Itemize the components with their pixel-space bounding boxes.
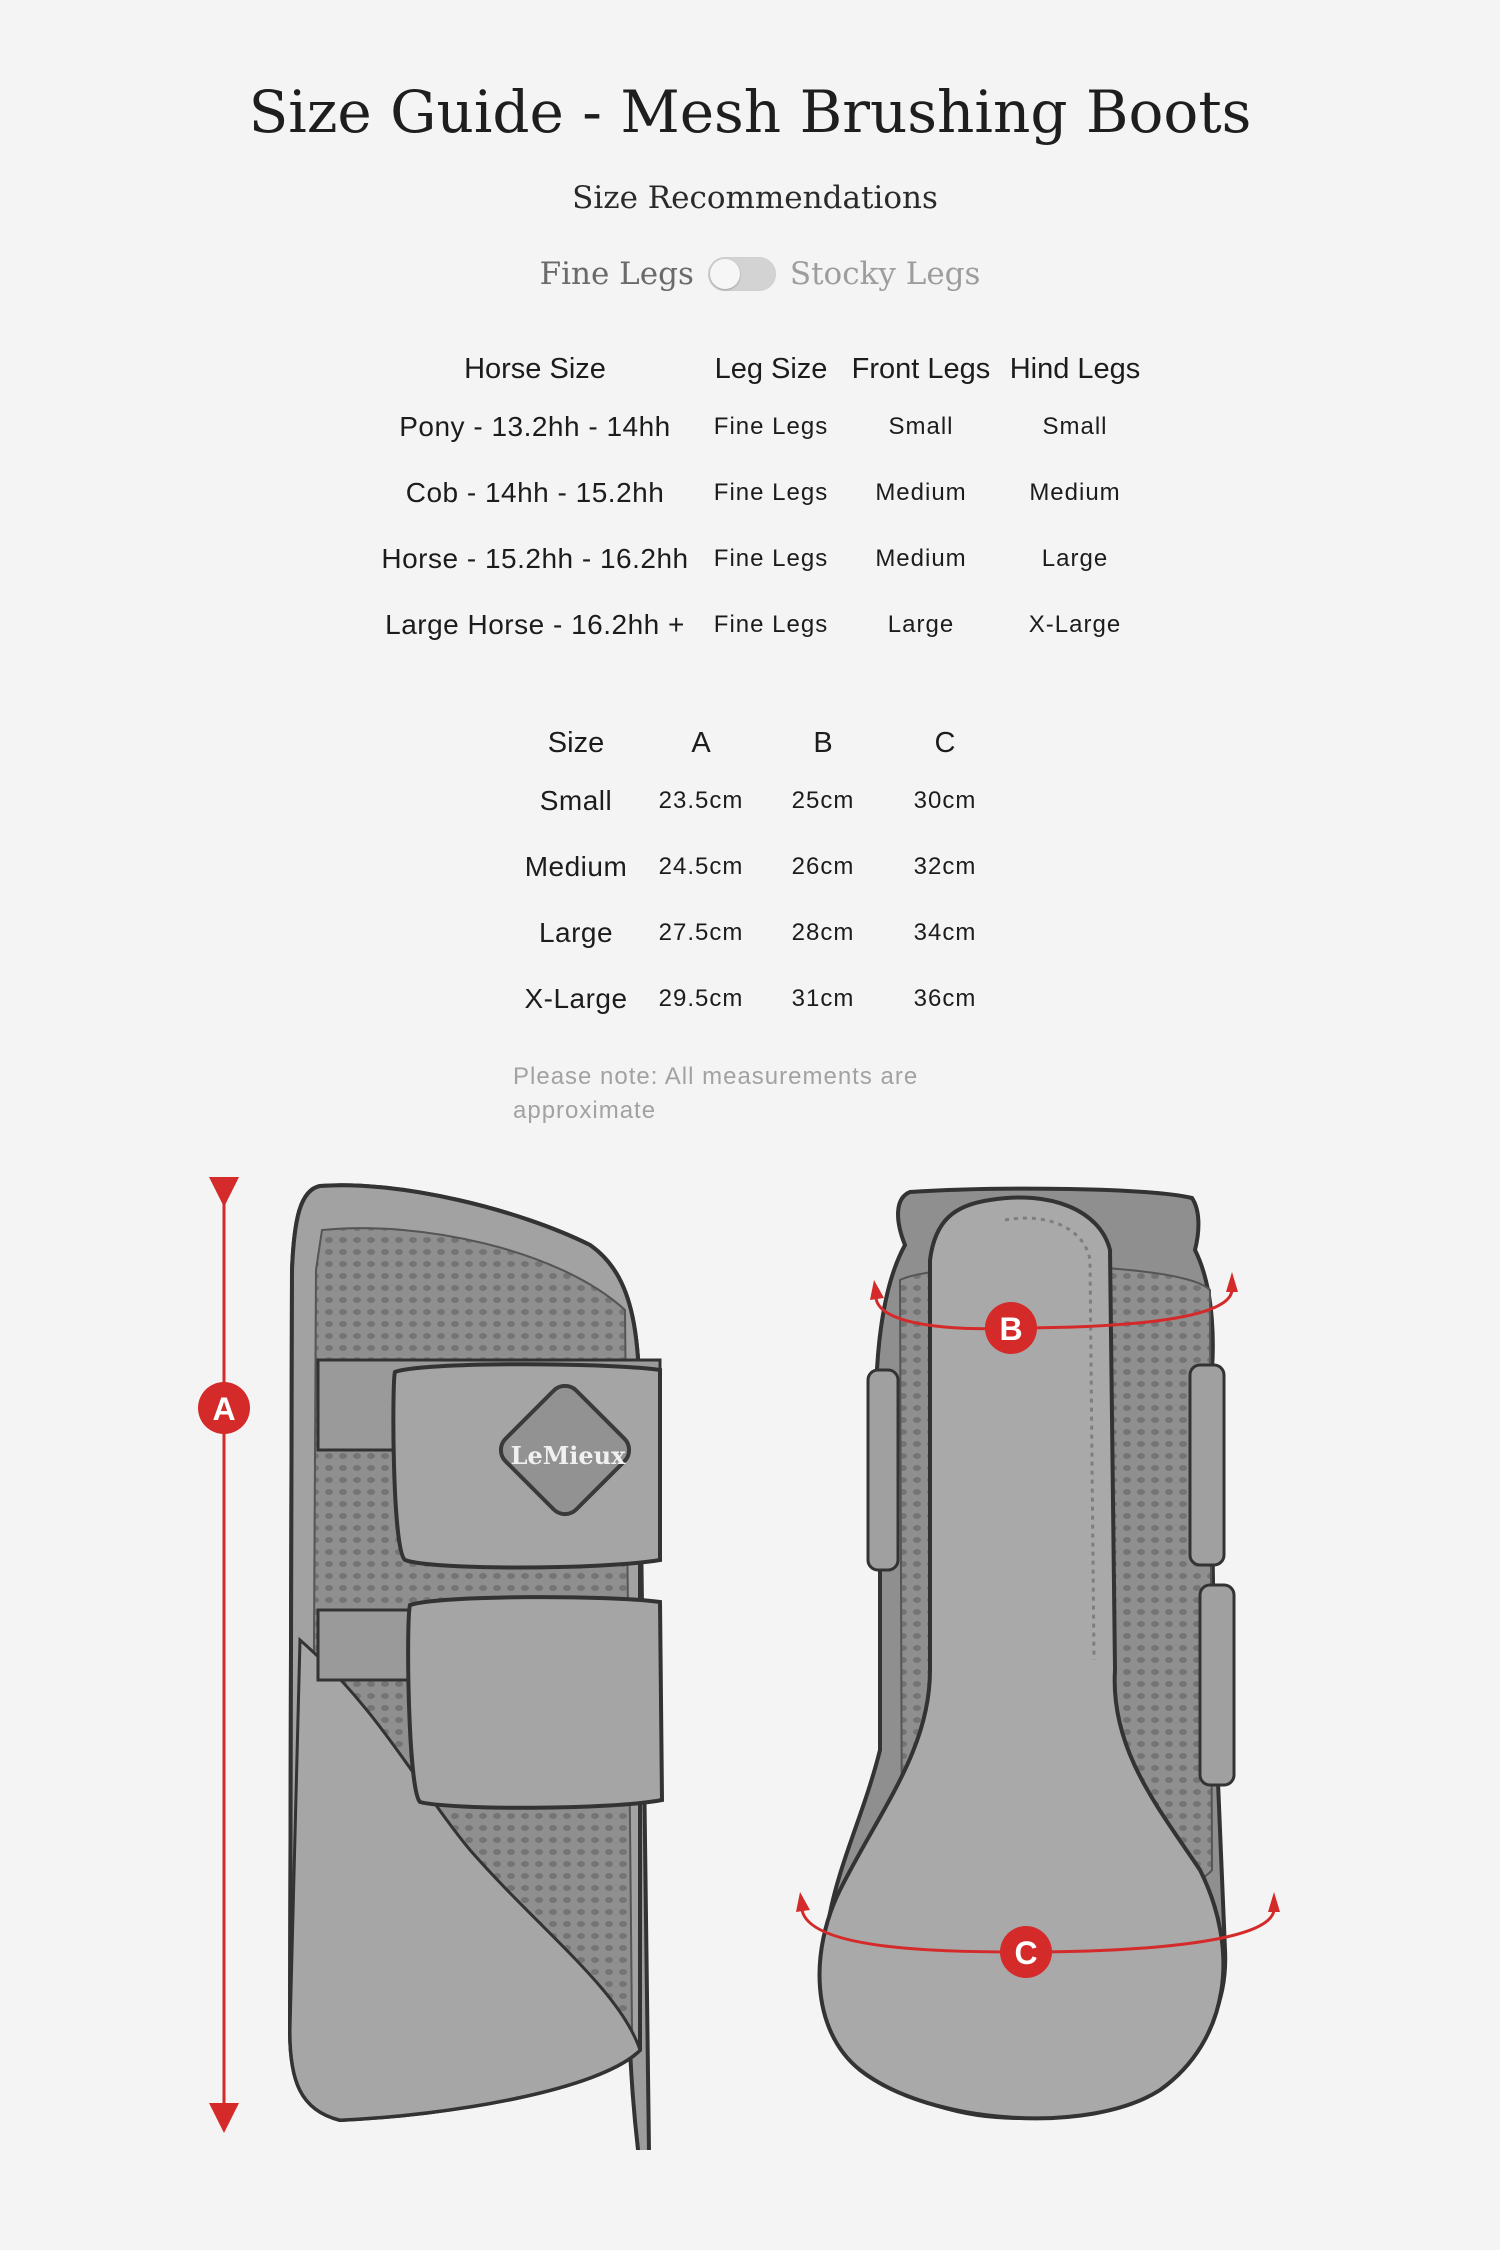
- table-row: [512, 966, 1006, 1032]
- table-cell: 26cm: [791, 853, 855, 880]
- table-cell: Medium: [1029, 479, 1121, 506]
- table-row: [370, 526, 1150, 592]
- table-cell: Horse - 15.2hh - 16.2hh: [381, 543, 689, 574]
- column-header: Leg Size: [714, 352, 828, 385]
- table-cell: 24.5cm: [658, 853, 744, 880]
- table-cell: Small: [888, 413, 954, 440]
- table-cell: 36cm: [913, 985, 977, 1012]
- table-cell: Medium: [524, 851, 628, 882]
- table-row: [370, 394, 1150, 460]
- column-header: Size: [547, 726, 605, 759]
- column-header: C: [934, 726, 956, 759]
- table-row: [370, 460, 1150, 526]
- column-header: Hind Legs: [1009, 352, 1141, 385]
- table-cell: 31cm: [791, 985, 855, 1012]
- switch-knob: [710, 259, 740, 289]
- table-header-row: [512, 718, 1006, 768]
- page-title: Size Guide - Mesh Brushing Boots: [248, 78, 1252, 146]
- table-cell: Fine Legs: [713, 611, 829, 638]
- table-row: [370, 592, 1150, 658]
- measurements-table: [512, 718, 1006, 1032]
- boot-measurement-diagram: [0, 1150, 1500, 2150]
- table-row: [512, 768, 1006, 834]
- marker-c-icon: [1000, 1926, 1052, 1978]
- marker-a-icon: [198, 1382, 250, 1434]
- svg-text:C: C: [1014, 1935, 1038, 1971]
- stocky-legs-label[interactable]: Stocky Legs: [789, 256, 981, 292]
- measurement-note: Please note: All measurements are approximate: [513, 1063, 919, 1124]
- leg-type-switch[interactable]: [708, 257, 776, 291]
- section-subtitle: Size Recommendations: [572, 180, 938, 216]
- table-header-row: [370, 344, 1150, 394]
- fine-legs-label[interactable]: Fine Legs: [539, 256, 694, 292]
- table-cell: Large Horse - 16.2hh +: [385, 609, 685, 640]
- table-row: [512, 834, 1006, 900]
- table-cell: Medium: [875, 479, 967, 506]
- table-cell: 23.5cm: [658, 787, 744, 814]
- column-header: A: [691, 726, 711, 759]
- table-cell: Small: [1042, 413, 1108, 440]
- side-boot-illustration: [290, 1185, 662, 2150]
- svg-text:A: A: [212, 1391, 236, 1427]
- table-row: [512, 900, 1006, 966]
- column-header: Front Legs: [851, 352, 991, 385]
- table-cell: X-Large: [1028, 611, 1122, 638]
- table-cell: Pony - 13.2hh - 14hh: [399, 411, 671, 442]
- table-cell: Large: [538, 917, 614, 948]
- table-cell: Cob - 14hh - 15.2hh: [405, 477, 665, 508]
- table-cell: 25cm: [791, 787, 855, 814]
- table-cell: Small: [539, 785, 613, 816]
- table-cell: Medium: [875, 545, 967, 572]
- table-cell: 28cm: [791, 919, 855, 946]
- table-cell: Large: [1041, 545, 1109, 572]
- table-cell: X-Large: [524, 983, 628, 1014]
- svg-text:LeMieux: LeMieux: [510, 1441, 626, 1470]
- leg-type-toggle-row: [0, 256, 1500, 292]
- marker-b-icon: [985, 1302, 1037, 1354]
- table-cell: Fine Legs: [713, 413, 829, 440]
- table-cell: 32cm: [913, 853, 977, 880]
- table-cell: Fine Legs: [713, 545, 829, 572]
- table-cell: 27.5cm: [658, 919, 744, 946]
- table-cell: 34cm: [913, 919, 977, 946]
- column-header: Horse Size: [464, 352, 606, 385]
- table-cell: Fine Legs: [713, 479, 829, 506]
- svg-text:B: B: [999, 1311, 1023, 1347]
- table-cell: 29.5cm: [658, 985, 744, 1012]
- column-header: B: [813, 726, 833, 759]
- table-cell: Large: [887, 611, 955, 638]
- size-recommendation-table: [370, 344, 1150, 658]
- table-cell: 30cm: [913, 787, 977, 814]
